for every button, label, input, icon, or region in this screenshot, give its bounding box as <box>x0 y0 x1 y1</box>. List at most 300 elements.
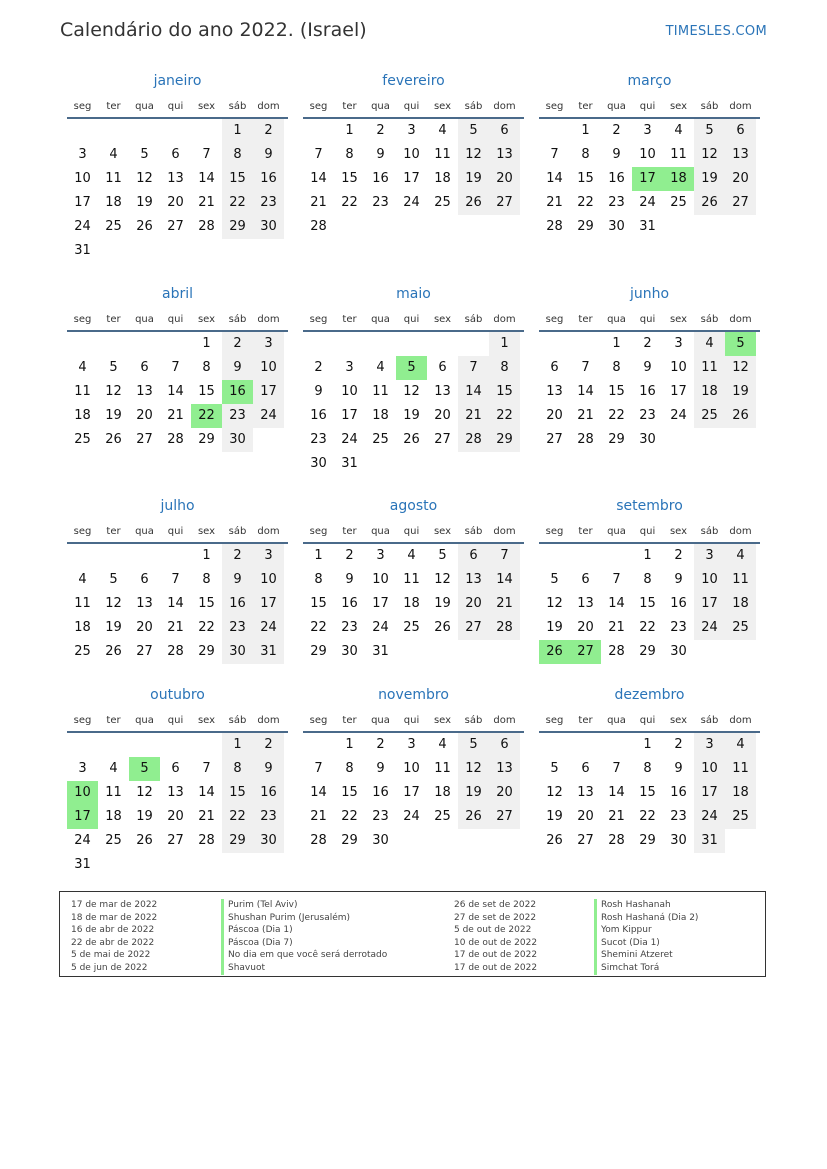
day-cell: 27 <box>458 616 489 640</box>
day-cell: 22 <box>639 809 656 824</box>
day-cell: 15 <box>341 785 358 800</box>
month-maio <box>303 285 524 476</box>
week-row <box>67 805 288 829</box>
day-cell: 7 <box>202 147 211 162</box>
weekday-label: sáb <box>464 715 483 726</box>
weekday-label: sex <box>669 526 688 537</box>
day-cell: 2 <box>222 544 253 568</box>
weekday-label: sex <box>197 715 216 726</box>
day-cell: 22 <box>310 620 327 635</box>
week-row <box>67 191 288 215</box>
weekday-header <box>539 309 760 332</box>
day-cell: 9 <box>376 761 385 776</box>
legend-holiday-name: Rosh Hashaná (Dia 2) <box>594 912 698 925</box>
day-cell: 12 <box>546 785 563 800</box>
empty-cell <box>489 829 520 853</box>
legend-date: 16 de abr de 2022 <box>71 925 155 936</box>
legend-date: 5 de jun de 2022 <box>71 962 148 973</box>
day-cell: 1 <box>202 548 211 563</box>
weekday-label: dom <box>257 715 280 726</box>
day-cell: 10 <box>253 568 284 592</box>
weekday-header <box>67 309 288 332</box>
day-cell: 10 <box>670 360 687 375</box>
day-cell: 6 <box>140 360 149 375</box>
day-cell: 18 <box>663 167 694 191</box>
weekday-header <box>67 710 288 733</box>
weekday-label: dom <box>257 314 280 325</box>
day-cell: 19 <box>105 408 122 423</box>
week-row <box>303 733 524 757</box>
empty-cell <box>427 215 458 239</box>
day-cell: 27 <box>489 805 520 829</box>
day-cell: 27 <box>570 640 601 664</box>
legend-holiday-name: Yom Kippur <box>594 924 698 937</box>
day-cell: 23 <box>372 809 389 824</box>
day-cell: 16 <box>670 596 687 611</box>
day-cell: 4 <box>407 548 416 563</box>
week-row <box>303 544 524 568</box>
day-cell: 24 <box>253 616 284 640</box>
day-cell: 24 <box>639 195 656 210</box>
weekday-label: qui <box>639 715 656 726</box>
day-cell: 7 <box>314 147 323 162</box>
day-cell: 13 <box>136 596 153 611</box>
empty-cell <box>334 215 365 239</box>
weekday-label: seg <box>73 101 92 112</box>
day-cell: 9 <box>345 572 354 587</box>
weekday-label: ter <box>578 526 593 537</box>
day-cell: 12 <box>725 356 756 380</box>
empty-cell <box>253 239 284 263</box>
week-row <box>539 616 760 640</box>
week-row <box>303 167 524 191</box>
day-cell: 23 <box>670 620 687 635</box>
day-cell: 16 <box>253 167 284 191</box>
day-cell: 2 <box>222 332 253 356</box>
day-cell: 2 <box>376 123 385 138</box>
day-cell: 22 <box>341 195 358 210</box>
day-cell: 19 <box>434 596 451 611</box>
day-cell: 20 <box>489 781 520 805</box>
legend-dates-col-2 <box>454 899 537 975</box>
week-row <box>539 829 760 853</box>
day-cell: 4 <box>674 123 683 138</box>
day-cell: 7 <box>581 360 590 375</box>
day-cell: 9 <box>253 143 284 167</box>
day-cell: 9 <box>643 360 652 375</box>
day-cell: 9 <box>222 356 253 380</box>
weekday-label: sex <box>433 715 452 726</box>
day-cell: 3 <box>78 147 87 162</box>
day-cell: 20 <box>458 592 489 616</box>
day-cell: 8 <box>345 147 354 162</box>
weekday-label: sáb <box>700 526 719 537</box>
empty-cell <box>489 452 520 476</box>
day-cell: 18 <box>403 596 420 611</box>
day-cell: 28 <box>198 833 215 848</box>
day-cell: 3 <box>345 360 354 375</box>
week-row <box>539 332 760 356</box>
day-cell: 29 <box>608 432 625 447</box>
day-cell: 24 <box>74 219 91 234</box>
week-row <box>303 568 524 592</box>
day-cell: 8 <box>612 360 621 375</box>
day-cell: 10 <box>403 761 420 776</box>
empty-cell <box>160 733 191 757</box>
empty-cell <box>303 332 334 356</box>
day-cell: 12 <box>458 757 489 781</box>
day-cell: 24 <box>74 833 91 848</box>
day-cell: 7 <box>202 761 211 776</box>
week-row <box>539 380 760 404</box>
day-cell: 30 <box>670 644 687 659</box>
weekday-label: qua <box>135 715 154 726</box>
day-cell: 1 <box>314 548 323 563</box>
empty-cell <box>222 853 253 877</box>
day-cell: 11 <box>434 147 451 162</box>
day-cell: 8 <box>345 761 354 776</box>
week-row <box>539 805 760 829</box>
week-row <box>67 143 288 167</box>
week-row <box>67 356 288 380</box>
weekday-label: dom <box>257 101 280 112</box>
empty-cell <box>253 428 284 452</box>
day-cell: 9 <box>612 147 621 162</box>
month-julho <box>67 497 288 664</box>
weekday-label: sáb <box>228 715 247 726</box>
weekday-label: dom <box>493 314 516 325</box>
day-cell: 12 <box>105 384 122 399</box>
day-cell: 14 <box>546 171 563 186</box>
day-cell: 1 <box>643 548 652 563</box>
day-cell: 2 <box>612 123 621 138</box>
week-row <box>67 215 288 239</box>
empty-cell <box>539 544 570 568</box>
weekday-label: qui <box>639 101 656 112</box>
day-cell: 26 <box>539 640 570 664</box>
empty-cell <box>222 239 253 263</box>
day-cell: 30 <box>341 644 358 659</box>
day-cell: 20 <box>577 809 594 824</box>
day-cell: 31 <box>694 829 725 853</box>
day-cell: 18 <box>74 408 91 423</box>
day-cell: 13 <box>546 384 563 399</box>
empty-cell <box>427 452 458 476</box>
day-cell: 2 <box>674 548 683 563</box>
empty-cell <box>365 215 396 239</box>
day-cell: 25 <box>725 616 756 640</box>
weekday-label: seg <box>73 314 92 325</box>
day-cell: 11 <box>105 785 122 800</box>
day-cell: 12 <box>434 572 451 587</box>
day-cell: 16 <box>670 785 687 800</box>
day-cell: 16 <box>222 592 253 616</box>
weekday-label: ter <box>578 314 593 325</box>
day-cell: 19 <box>694 167 725 191</box>
weekday-label: ter <box>342 715 357 726</box>
day-cell: 30 <box>310 456 327 471</box>
day-cell: 2 <box>253 119 284 143</box>
week-row <box>303 356 524 380</box>
day-cell: 30 <box>372 833 389 848</box>
day-cell: 31 <box>372 644 389 659</box>
day-cell: 8 <box>643 572 652 587</box>
day-cell: 10 <box>372 572 389 587</box>
weekday-header <box>539 521 760 544</box>
day-cell: 4 <box>78 572 87 587</box>
day-cell: 2 <box>376 737 385 752</box>
day-cell: 26 <box>434 620 451 635</box>
weekday-label: sáb <box>464 101 483 112</box>
empty-cell <box>129 119 160 143</box>
weekday-label: dom <box>493 101 516 112</box>
weekday-label: dom <box>729 526 752 537</box>
day-cell: 19 <box>725 380 756 404</box>
weekday-label: qua <box>135 314 154 325</box>
empty-cell <box>67 332 98 356</box>
day-cell: 3 <box>253 332 284 356</box>
day-cell: 11 <box>372 384 389 399</box>
day-cell: 14 <box>489 568 520 592</box>
legend-holiday-name: No dia em que você será derrotado <box>221 949 387 962</box>
day-cell: 15 <box>310 596 327 611</box>
empty-cell <box>489 640 520 664</box>
day-cell: 17 <box>341 408 358 423</box>
empty-cell <box>396 452 427 476</box>
week-row <box>303 829 524 853</box>
day-cell: 16 <box>341 596 358 611</box>
week-row <box>67 544 288 568</box>
day-cell: 9 <box>376 147 385 162</box>
day-cell: 1 <box>222 119 253 143</box>
week-row <box>539 781 760 805</box>
weekday-label: seg <box>309 101 328 112</box>
day-cell: 13 <box>167 785 184 800</box>
weekday-label: dom <box>257 526 280 537</box>
legend-date: 27 de set de 2022 <box>454 912 537 923</box>
weekday-label: sáb <box>700 101 719 112</box>
day-cell: 11 <box>434 761 451 776</box>
day-cell: 5 <box>550 761 559 776</box>
day-cell: 9 <box>674 572 683 587</box>
weekday-label: qua <box>607 101 626 112</box>
day-cell: 14 <box>167 384 184 399</box>
day-cell: 13 <box>489 143 520 167</box>
day-cell: 28 <box>608 644 625 659</box>
weekday-label: ter <box>578 715 593 726</box>
day-cell: 10 <box>253 356 284 380</box>
day-cell: 7 <box>550 147 559 162</box>
day-cell: 29 <box>198 644 215 659</box>
day-cell: 4 <box>725 544 756 568</box>
day-cell: 5 <box>458 733 489 757</box>
day-cell: 12 <box>403 384 420 399</box>
day-cell: 4 <box>109 761 118 776</box>
day-cell: 29 <box>310 644 327 659</box>
day-cell: 29 <box>489 428 520 452</box>
day-cell: 6 <box>725 119 756 143</box>
day-cell: 28 <box>198 219 215 234</box>
day-cell: 12 <box>136 785 153 800</box>
week-row <box>67 853 288 877</box>
week-row <box>303 640 524 664</box>
empty-cell <box>191 853 222 877</box>
day-cell: 24 <box>694 805 725 829</box>
weekday-header <box>303 309 524 332</box>
day-cell: 1 <box>222 733 253 757</box>
week-row <box>303 143 524 167</box>
day-cell: 18 <box>434 171 451 186</box>
day-cell: 1 <box>202 336 211 351</box>
day-cell: 14 <box>608 785 625 800</box>
day-cell: 26 <box>694 191 725 215</box>
day-cell: 15 <box>639 785 656 800</box>
day-cell: 5 <box>550 572 559 587</box>
month-fevereiro <box>303 72 524 239</box>
legend-holiday-name: Sucot (Dia 1) <box>594 937 698 950</box>
empty-cell <box>67 733 98 757</box>
day-cell: 28 <box>167 432 184 447</box>
day-cell: 27 <box>577 833 594 848</box>
day-cell: 24 <box>403 809 420 824</box>
day-cell: 23 <box>372 195 389 210</box>
day-cell: 25 <box>105 219 122 234</box>
day-cell: 8 <box>643 761 652 776</box>
weekday-label: sex <box>197 314 216 325</box>
day-cell: 2 <box>314 360 323 375</box>
day-cell: 19 <box>136 809 153 824</box>
day-cell: 29 <box>577 219 594 234</box>
day-cell: 23 <box>608 195 625 210</box>
day-cell: 5 <box>140 147 149 162</box>
empty-cell <box>129 544 160 568</box>
day-cell: 25 <box>725 805 756 829</box>
week-row <box>67 404 288 428</box>
day-cell: 3 <box>78 761 87 776</box>
legend-holiday-name: Páscoa (Dia 1) <box>221 924 387 937</box>
day-cell: 19 <box>105 620 122 635</box>
day-cell: 7 <box>489 544 520 568</box>
week-row <box>67 781 288 805</box>
day-cell: 14 <box>310 171 327 186</box>
empty-cell <box>160 853 191 877</box>
day-cell: 20 <box>725 167 756 191</box>
legend-names-col-1 <box>221 899 387 975</box>
day-cell: 6 <box>171 147 180 162</box>
weekday-label: ter <box>106 526 121 537</box>
weekday-label: sex <box>433 314 452 325</box>
weekday-header <box>303 96 524 119</box>
day-cell: 28 <box>310 219 327 234</box>
empty-cell <box>570 733 601 757</box>
day-cell: 10 <box>639 147 656 162</box>
day-cell: 16 <box>372 171 389 186</box>
day-cell: 3 <box>694 544 725 568</box>
day-cell: 1 <box>581 123 590 138</box>
weekday-label: dom <box>729 715 752 726</box>
day-cell: 17 <box>403 171 420 186</box>
week-row <box>539 757 760 781</box>
day-cell: 25 <box>74 644 91 659</box>
weekday-label: sáb <box>228 101 247 112</box>
day-cell: 25 <box>434 809 451 824</box>
day-cell: 27 <box>725 191 756 215</box>
day-cell: 5 <box>109 572 118 587</box>
day-cell: 31 <box>639 219 656 234</box>
day-cell: 8 <box>222 757 253 781</box>
weekday-label: ter <box>106 715 121 726</box>
day-cell: 15 <box>198 596 215 611</box>
empty-cell <box>570 332 601 356</box>
weekday-label: ter <box>342 101 357 112</box>
day-cell: 25 <box>74 432 91 447</box>
week-row <box>539 191 760 215</box>
weekday-label: sáb <box>464 526 483 537</box>
legend-date: 26 de set de 2022 <box>454 900 537 910</box>
month-name: dezembro <box>614 687 685 703</box>
day-cell: 25 <box>670 195 687 210</box>
day-cell: 30 <box>222 640 253 664</box>
day-cell: 29 <box>341 833 358 848</box>
weekday-label: qui <box>639 526 656 537</box>
legend-date: 17 de out de 2022 <box>454 962 538 973</box>
empty-cell <box>191 119 222 143</box>
weekday-label: dom <box>729 101 752 112</box>
day-cell: 3 <box>674 336 683 351</box>
day-cell: 28 <box>310 833 327 848</box>
day-cell: 22 <box>191 404 222 428</box>
empty-cell <box>98 853 129 877</box>
day-cell: 6 <box>438 360 447 375</box>
day-cell: 19 <box>546 809 563 824</box>
day-cell: 16 <box>222 380 253 404</box>
weekday-label: ter <box>342 314 357 325</box>
weekday-label: qua <box>135 526 154 537</box>
day-cell: 4 <box>694 332 725 356</box>
weekday-label: sex <box>669 715 688 726</box>
day-cell: 4 <box>438 737 447 752</box>
month-name: abril <box>161 286 193 302</box>
weekday-label: sex <box>669 314 688 325</box>
day-cell: 19 <box>458 167 489 191</box>
empty-cell <box>725 428 756 452</box>
month-name: maio <box>396 286 431 302</box>
day-cell: 27 <box>167 219 184 234</box>
empty-cell <box>458 452 489 476</box>
week-row <box>539 356 760 380</box>
day-cell: 4 <box>438 123 447 138</box>
brand-link[interactable]: TIMESLES.COM <box>665 24 767 39</box>
empty-cell <box>98 239 129 263</box>
week-row <box>539 119 760 143</box>
day-cell: 1 <box>345 737 354 752</box>
day-cell: 23 <box>253 191 284 215</box>
day-cell: 5 <box>694 119 725 143</box>
day-cell: 26 <box>458 805 489 829</box>
weekday-label: ter <box>578 101 593 112</box>
day-cell: 5 <box>109 360 118 375</box>
day-cell: 4 <box>376 360 385 375</box>
day-cell: 13 <box>167 171 184 186</box>
day-cell: 19 <box>458 781 489 805</box>
day-cell: 9 <box>674 761 683 776</box>
empty-cell <box>570 544 601 568</box>
empty-cell <box>67 544 98 568</box>
day-cell: 9 <box>222 568 253 592</box>
empty-cell <box>458 640 489 664</box>
week-row <box>67 829 288 853</box>
empty-cell <box>663 215 694 239</box>
